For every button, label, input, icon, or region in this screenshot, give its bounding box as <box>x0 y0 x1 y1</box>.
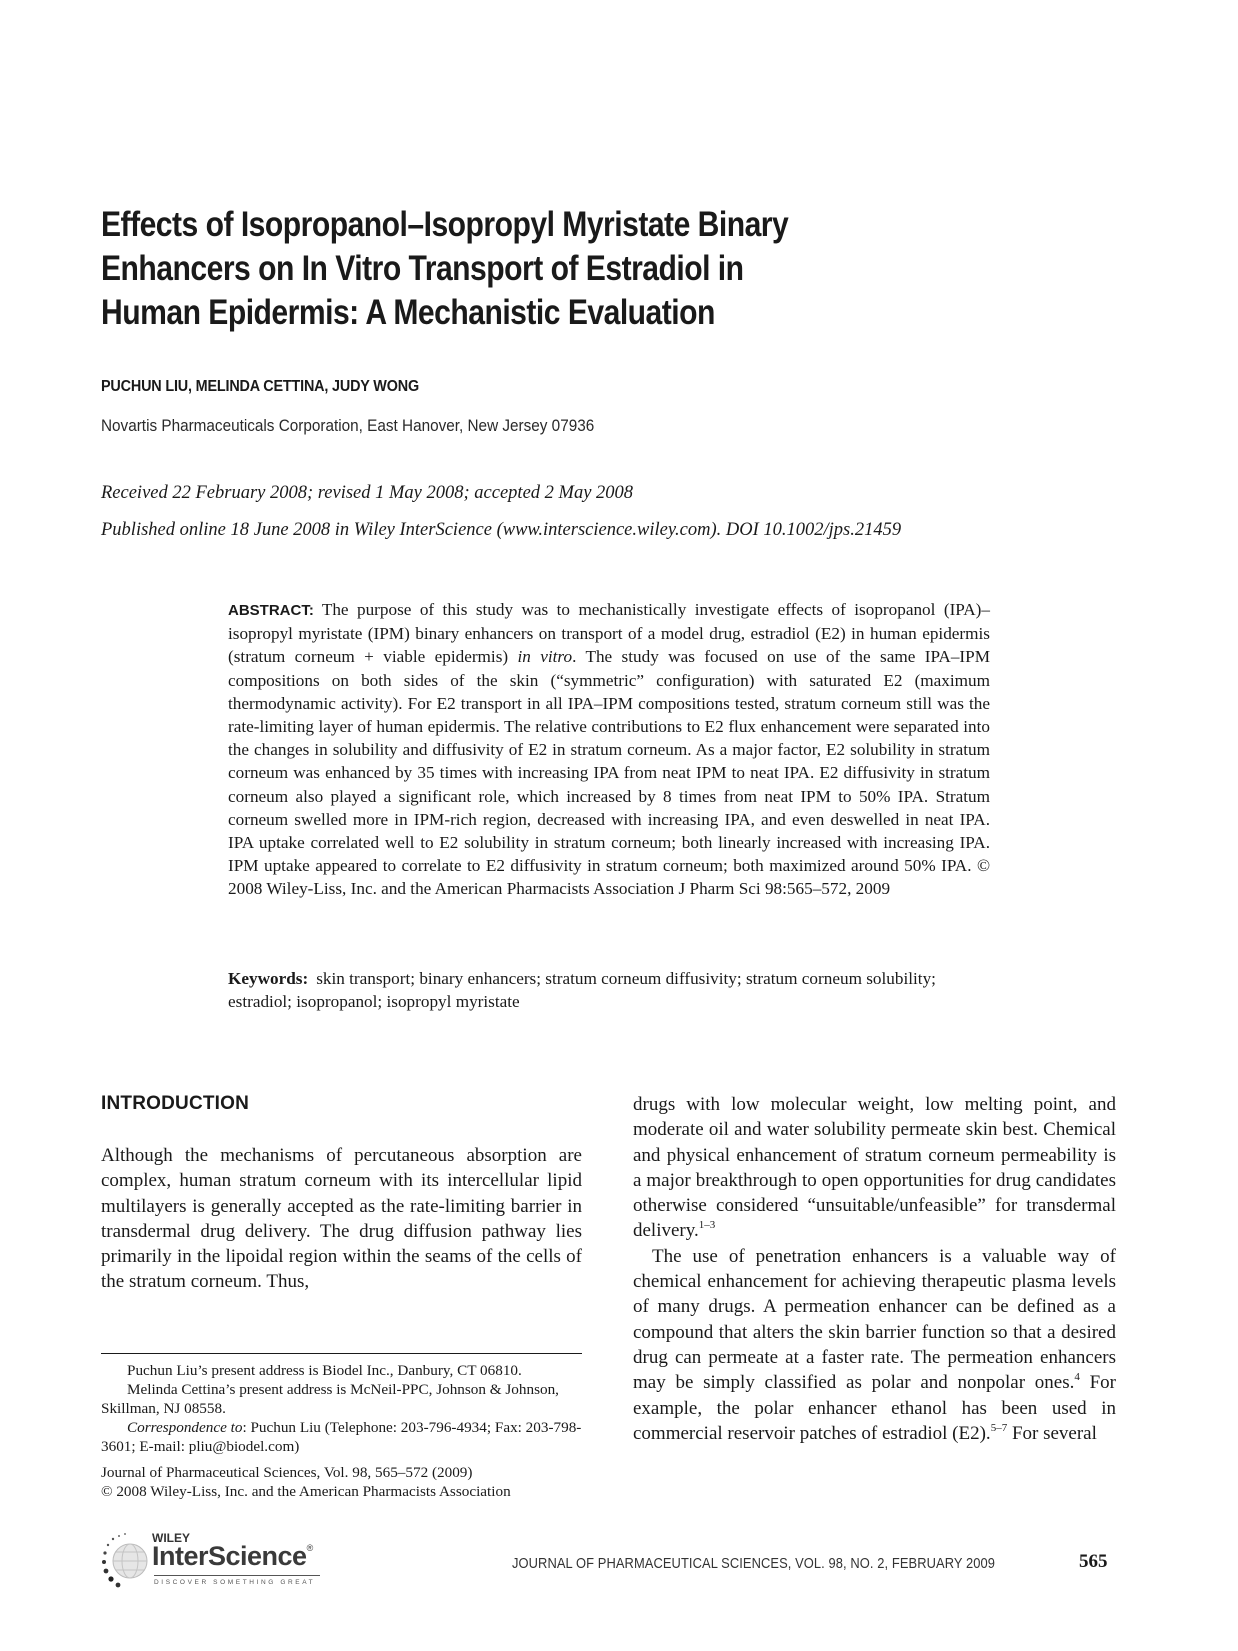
registered-mark: ® <box>306 1543 313 1553</box>
wiley-wordmark: WILEY <box>152 1531 190 1545</box>
logo-name: InterScience <box>152 1541 307 1571</box>
citation-ref: 5–7 <box>990 1421 1008 1434</box>
keywords-text: skin transport; binary enhancers; stratum corneum diffusivity; stratum corneum solubility; estradiol; isopropanol; isopropyl myristate <box>228 969 936 1012</box>
citation-ref: 1–3 <box>698 1219 716 1232</box>
received-dates: Received 22 February 2008; revised 1 May 2008; accepted 2 May 2008 <box>101 483 634 503</box>
paragraph-text: The use of penetration enhancers is a valuable way of chemical enhancement for achieving therapeutic plasma levels of many drugs. A permeation enhancer can be defined as a compound that alters the skin barrier function so that a desired drug can permeate at a faster rate. The permeation enhancers may be simply classified as polar and nonpolar ones. <box>633 1245 1116 1394</box>
body-paragraph: Although the mechanisms of percutaneous absorption are complex, human stratum corneum with its intercellular lipid multilayers is generally accepted as the rate-limiting barrier in transdermal drug delivery. The drug diffusion pathway lies primarily in the lipoidal region within the seams of the cells of the stratum corneum. Thus, <box>101 1145 582 1293</box>
interscience-wordmark <box>152 1541 313 1572</box>
footnote-correspondence <box>101 1418 582 1456</box>
footnote-divider <box>101 1353 582 1354</box>
right-column <box>633 1092 1116 1446</box>
logo-rule <box>154 1575 320 1576</box>
paragraph-text: For several <box>1007 1422 1097 1444</box>
left-column <box>101 1143 582 1295</box>
journal-citation: Journal of Pharmaceutical Sciences, Vol. 98, 565–572 (2009) <box>101 1464 473 1481</box>
paragraph-text: drugs with low molecular weight, low melting point, and moderate oil and water solubility permeate skin best. Chemical and physical enhancement of stratum corneum permeability is a major breakthrough to open opportunities for drug candidates otherwise considered “unsuitable/unfeasible” for transdermal delivery. <box>633 1094 1116 1242</box>
title-line: Enhancers on In Vitro Transport of Estradiol in <box>101 249 744 288</box>
running-footer: JOURNAL OF PHARMACEUTICAL SCIENCES, VOL. 98, NO. 2, FEBRUARY 2009 <box>512 1555 996 1572</box>
body-paragraph <box>633 1244 1116 1446</box>
title-line: Effects of Isopropanol–Isopropyl Myristate Binary <box>101 205 789 244</box>
abstract-text: . The study was focused on use of the same IPA–IPM compositions on both sides of the skin (“symmetric” configuration) with saturated E2 (maximum thermodynamic activity). For E2 transport in all IPA–IPM compositions tested, stratum corneum still was the rate-limiting layer of human epidermis. The relative contributions to E2 flux enhancement were separated into the changes in solubility and diffusivity of E2 in stratum corneum. As a major factor, E2 solubility in stratum corneum was enhanced by 35 times with increasing IPA from neat IPM to neat IPA. E2 diffusivity in stratum corneum also played a significant role, which increased by 8 times from neat IPM to 50% IPA. Stratum corneum swelled more in IPM-rich region, decreased with increasing IPA, and even deswelled in neat IPA. IPA uptake correlated well to E2 solubility in stratum corneum; both linearly increased with increasing IPA. IPM uptake appeared to correlate to E2 diffusivity in stratum corneum; both maximized around 50% IPA. <box>228 647 990 876</box>
correspondence-label: Correspondence to <box>127 1419 243 1436</box>
abstract-label: ABSTRACT: <box>228 602 314 619</box>
keywords <box>228 967 990 1013</box>
abstract-italic: in vitro <box>517 647 573 667</box>
publication-info: Published online 18 June 2008 in Wiley InterScience (www.interscience.wiley.com). DOI 10.1002/jps.21459 <box>101 520 902 540</box>
affiliation: Novartis Pharmaceuticals Corporation, East Hanover, New Jersey 07936 <box>101 416 595 435</box>
logo-tagline: DISCOVER SOMETHING GREAT <box>154 1579 316 1586</box>
keywords-label: Keywords: <box>228 969 309 988</box>
abstract-text: The purpose of this study was to mechanistically investigate effects of isopropanol (IPA)–isopropyl myristate (IPM) binary enhancers on transport of a model drug, estradiol (E2) in human epidermis (stratum corneum + viable epidermis) <box>228 600 990 667</box>
correspondence-text: : Puchun Liu (Telephone: 203-796-4934; Fax: 203-798-3601; E-mail: pliu@biodel.com) <box>101 1419 582 1455</box>
footnote-liu: Puchun Liu’s present address is Biodel Inc., Danbury, CT 06810. <box>127 1362 522 1379</box>
citation-ref: 4 <box>1074 1371 1080 1384</box>
footnote-cettina: Melinda Cettina’s present address is McNeil-PPC, Johnson & Johnson, Skillman, NJ 08558. <box>101 1381 559 1417</box>
paragraph-text: For example, the polar enhancer ethanol has been used in commercial reservoir patches of estradiol (E2). <box>633 1372 1116 1444</box>
author-list: PUCHUN LIU, MELINDA CETTINA, JUDY WONG <box>101 378 419 395</box>
page-number: 565 <box>1079 1551 1108 1572</box>
globe-icon <box>100 1531 152 1591</box>
abstract-copyright: © 2008 Wiley-Liss, Inc. and the American Pharmacists Association J Pharm Sci 98:565–572, 2009 <box>228 856 991 899</box>
footnotes <box>101 1361 582 1501</box>
wiley-interscience-logo <box>100 1531 350 1591</box>
journal-copyright: © 2008 Wiley-Liss, Inc. and the American Pharmacists Association <box>101 1483 511 1500</box>
title-line: Human Epidermis: A Mechanistic Evaluation <box>101 293 715 332</box>
article-title <box>101 203 875 335</box>
body-paragraph <box>633 1092 1116 1244</box>
abstract <box>228 598 990 901</box>
section-heading-introduction: INTRODUCTION <box>101 1093 250 1114</box>
